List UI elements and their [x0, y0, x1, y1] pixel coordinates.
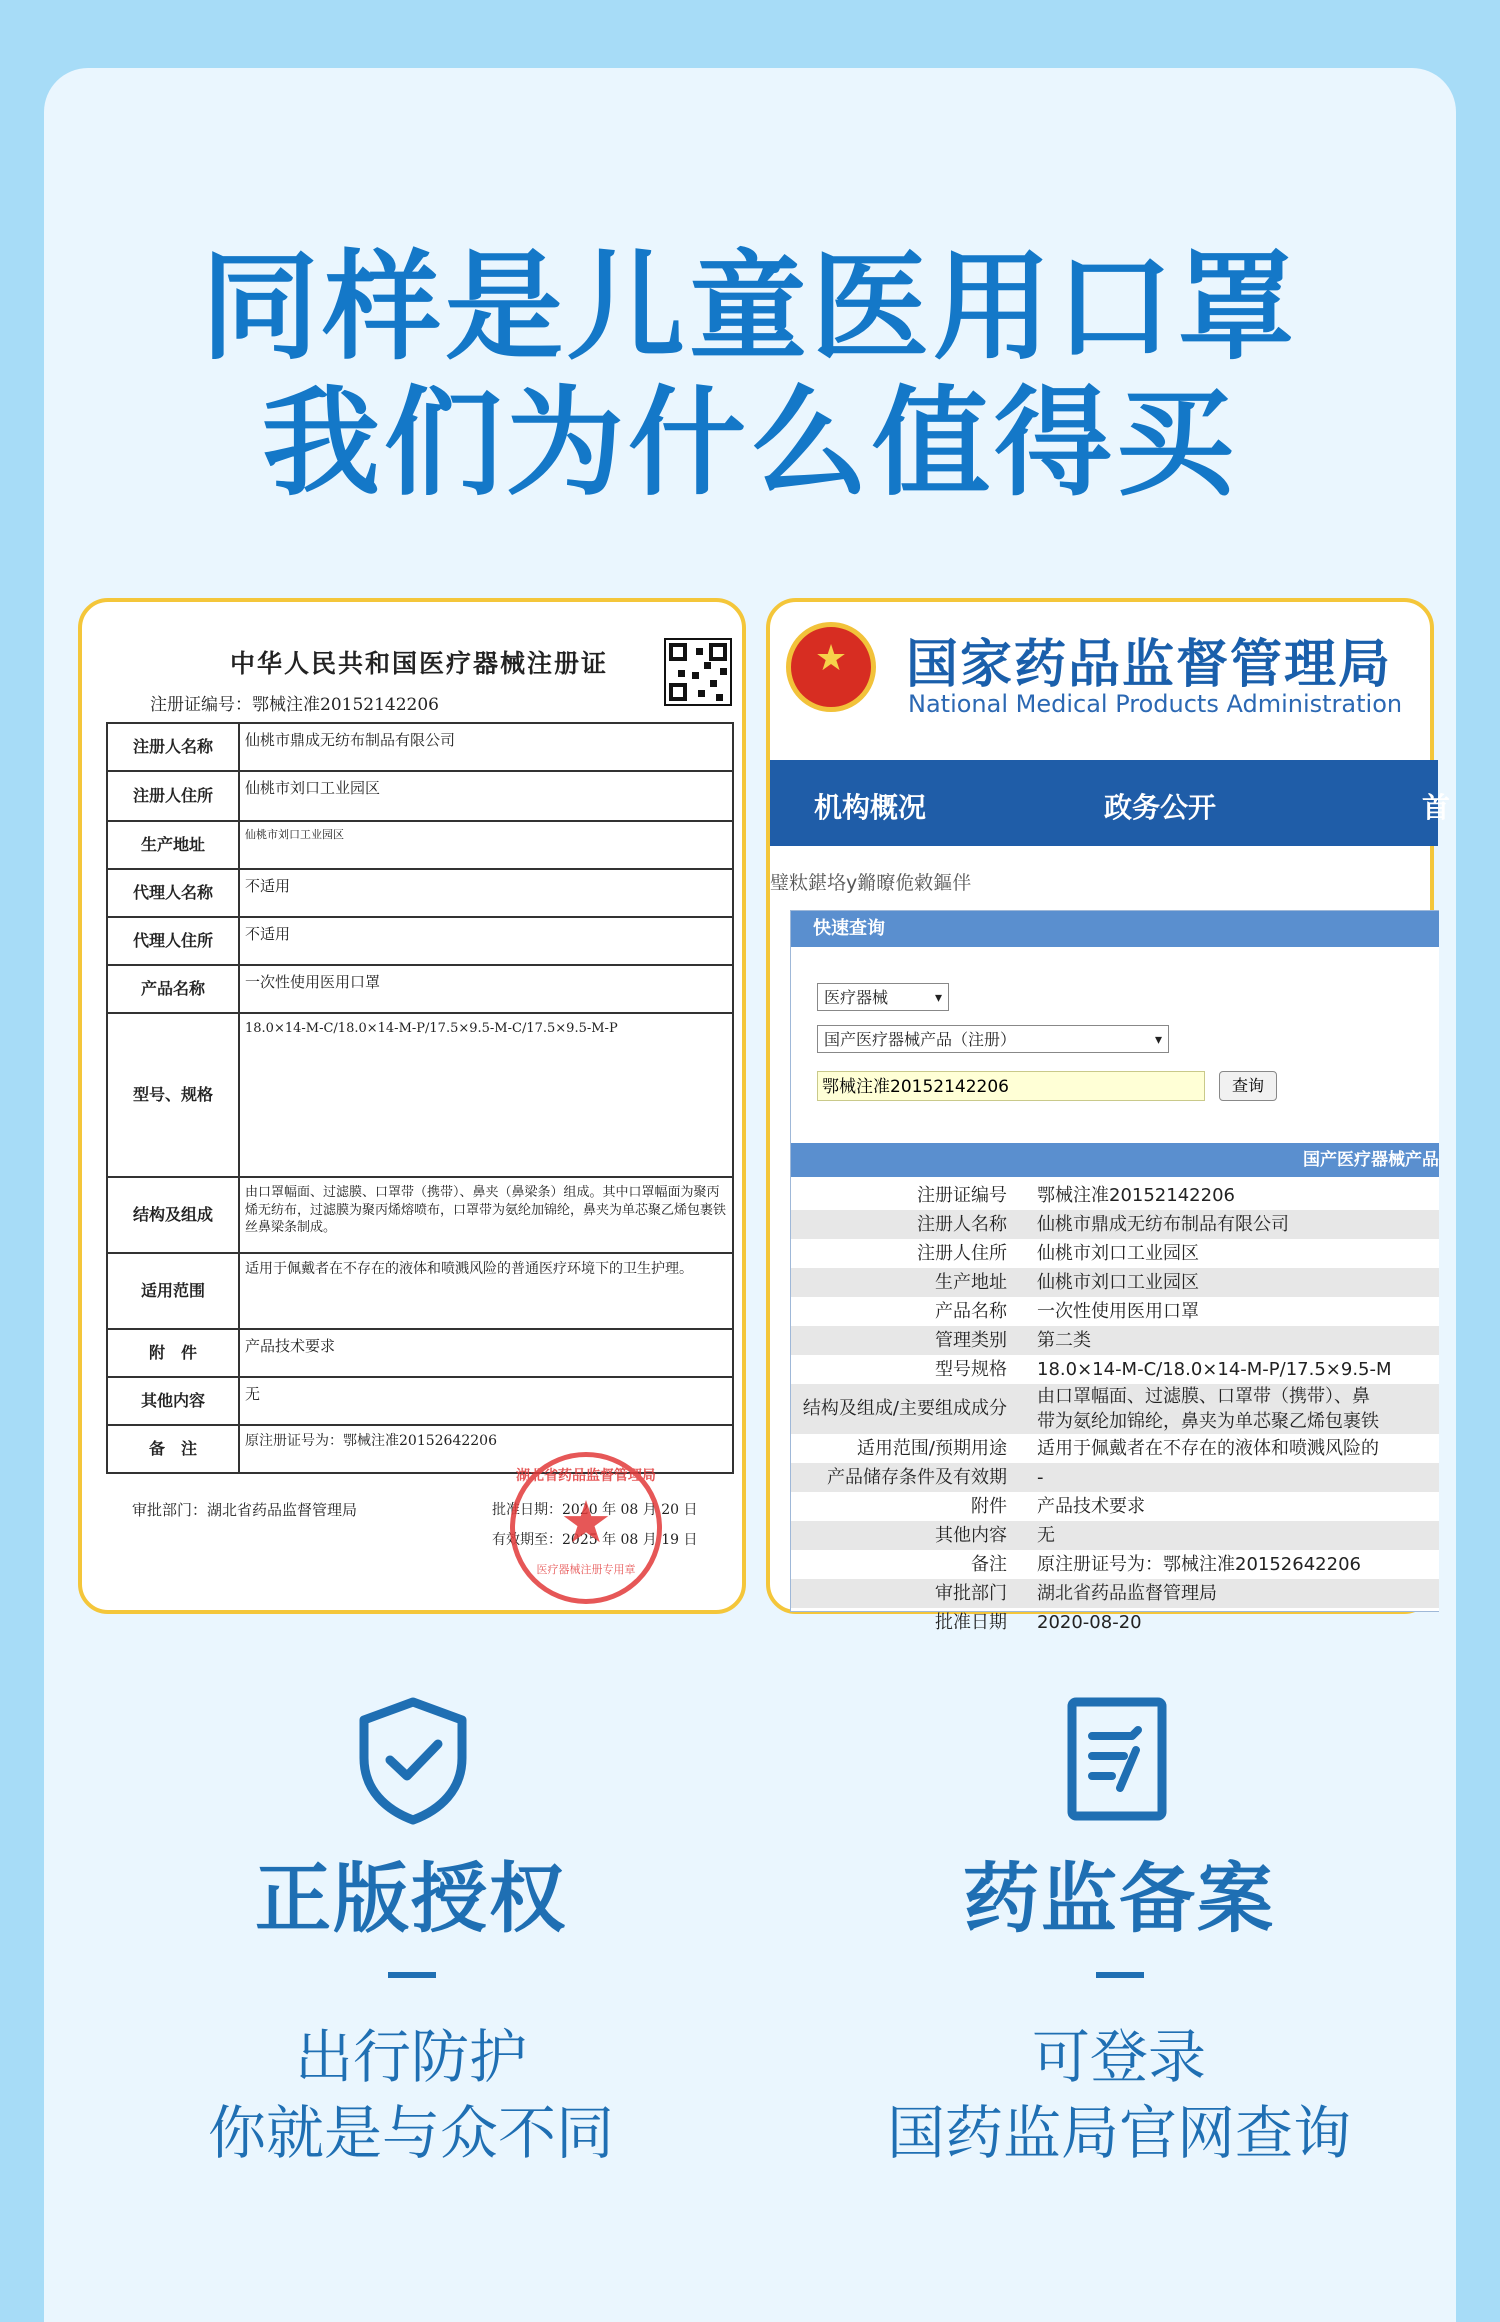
document-icon [1064, 1696, 1174, 1824]
feature-line2-authorization: 你就是与众不同 [207, 2099, 614, 2167]
nmpa-nav-bar [770, 760, 1451, 846]
result-value: 产品技术要求 [1037, 1496, 1145, 1517]
nav-item-institution[interactable]: 机构概况 [814, 791, 927, 824]
result-label: 注册人名称 [917, 1214, 1007, 1235]
quick-search-panel [790, 910, 1439, 1633]
result-label: 产品名称 [935, 1301, 1007, 1322]
result-row [791, 1492, 1439, 1521]
result-row [791, 1550, 1439, 1579]
certificate-approval-dept: 审批部门：湖北省药品监督管理局 [132, 1501, 358, 1519]
result-header: 国产医疗器械产品 [791, 1143, 1439, 1177]
national-emblem-icon: ★ [786, 622, 876, 712]
result-row [791, 1579, 1439, 1608]
result-label: 审批部门 [935, 1583, 1007, 1604]
category-select[interactable]: 医疗器械 ▾ [817, 983, 949, 1011]
headline-line1: 同样是儿童医用口罩 [200, 238, 1299, 376]
certificate-row: 生产地址 仙桃市刘口工业园区 [107, 821, 733, 869]
result-value: 原注册证号为：鄂械注准20152642206 [1037, 1554, 1361, 1575]
chevron-down-icon: ▾ [934, 990, 942, 1006]
result-row [791, 1384, 1439, 1434]
result-row [791, 1463, 1439, 1492]
nmpa-name-cn: 国家药品监督管理局 [906, 635, 1393, 695]
certificate-row: 产品名称 一次性使用医用口罩 [107, 965, 733, 1013]
result-value: 无 [1037, 1525, 1055, 1546]
shield-check-icon [356, 1696, 470, 1824]
result-label: 生产地址 [935, 1272, 1007, 1293]
result-label: 型号规格 [935, 1359, 1007, 1380]
result-value: 带为氨纶加锦纶，鼻夹为单芯聚乙烯包裹铁 [1037, 1411, 1379, 1432]
result-value: 第二类 [1037, 1330, 1091, 1351]
result-row [791, 1268, 1439, 1297]
result-value: - [1037, 1467, 1044, 1488]
result-value: 鄂械注准20152142206 [1037, 1185, 1235, 1206]
result-label: 其他内容 [935, 1525, 1007, 1546]
result-value: 一次性使用医用口罩 [1037, 1301, 1199, 1322]
result-label: 管理类别 [935, 1330, 1007, 1351]
certificate-row: 代理人名称 不适用 [107, 869, 733, 917]
search-input[interactable]: 鄂械注准20152142206 [817, 1071, 1205, 1101]
certificate-row: 适用范围 适用于佩戴者在不存在的液体和喷溅风险的普通医疗环境下的卫生护理。 [107, 1253, 733, 1329]
result-value: 仙桃市刘口工业园区 [1037, 1272, 1199, 1293]
quick-search-title: 快速查询 [791, 911, 1439, 947]
garbled-breadcrumb: 璧粏鍖垎y鏅曢佹敹鏂伴 [770, 872, 972, 894]
feature-line2-registration: 国药监局官网查询 [886, 2099, 1351, 2167]
result-value: 仙桃市刘口工业园区 [1037, 1243, 1199, 1264]
star-icon: ★ [560, 1488, 612, 1556]
feature-title-authorization: 正版授权 [255, 1854, 567, 1943]
certificate-valid-until: 有效期至：2025 年 08 月 19 日 [492, 1532, 698, 1548]
certificate-table [106, 722, 734, 1474]
subcategory-select[interactable]: 国产医疗器械产品（注册） ▾ [817, 1025, 1169, 1053]
nmpa-website-card [766, 598, 1451, 1633]
result-row [791, 1210, 1439, 1239]
result-label: 产品储存条件及有效期 [827, 1467, 1007, 1488]
certificate-title: 中华人民共和国医疗器械注册证 [230, 649, 609, 678]
result-label: 结构及组成/主要组成成分 [802, 1398, 1007, 1419]
result-value: 湖北省药品监督管理局 [1037, 1583, 1217, 1604]
nav-item-government-affairs[interactable]: 政务公开 [1104, 791, 1217, 824]
nav-item-home[interactable]: 首 [1422, 791, 1451, 824]
result-row [791, 1239, 1439, 1268]
certificate-row: 结构及组成 由口罩幅面、过滤膜、口罩带（携带）、鼻夹（鼻梁条）组成。其中口罩幅面为聚丙烯无纺布，过滤膜为聚丙烯熔喷布，口罩带为氨纶加锦纶，鼻夹为单芯聚乙烯包裹铁丝鼻梁条制成。 [107, 1177, 733, 1253]
result-label: 注册人住所 [917, 1243, 1007, 1264]
result-label: 附件 [971, 1496, 1007, 1517]
registration-certificate-card [78, 598, 746, 1614]
feature-divider [1096, 1972, 1144, 1978]
certificate-row: 备 注 原注册证号为：鄂械注准20152642206 [107, 1425, 733, 1473]
certificate-row: 其他内容 无 [107, 1377, 733, 1425]
result-label: 批准日期 [935, 1612, 1007, 1633]
result-row [791, 1297, 1439, 1326]
result-value: 18.0×14-M-C/18.0×14-M-P/17.5×9.5-M [1037, 1359, 1392, 1380]
result-label: 注册证编号 [917, 1185, 1007, 1206]
result-row [791, 1521, 1439, 1550]
feature-line1-authorization: 出行防护 [294, 2023, 527, 2091]
certificate-row: 型号、规格 18.0×14-M-C/18.0×14-M-P/17.5×9.5-M-C/17.5×9.5-M-P [107, 1013, 733, 1177]
result-value: 由口罩幅面、过滤膜、口罩带（携带）、鼻 [1037, 1386, 1370, 1407]
result-row [791, 1355, 1439, 1384]
result-row [791, 1326, 1439, 1355]
certificate-row: 注册人名称 仙桃市鼎成无纺布制品有限公司 [107, 723, 733, 771]
certificate-approval-date: 批准日期：2020 年 08 月 20 日 [492, 1502, 698, 1518]
chevron-down-icon: ▾ [1154, 1032, 1162, 1048]
feature-divider [388, 1972, 436, 1978]
qr-code-icon [664, 638, 732, 706]
certificate-row: 代理人住所 不适用 [107, 917, 733, 965]
result-value: 2020-08-20 [1037, 1612, 1142, 1633]
result-label: 备注 [971, 1554, 1007, 1575]
result-value: 仙桃市鼎成无纺布制品有限公司 [1037, 1214, 1289, 1235]
result-label: 适用范围/预期用途 [856, 1438, 1007, 1459]
result-row [791, 1434, 1439, 1463]
headline-line2: 我们为什么值得买 [261, 374, 1238, 512]
certificate-row: 注册人住所 仙桃市刘口工业园区 [107, 771, 733, 821]
certificate-reg-no: 注册证编号：鄂械注准20152142206 [150, 695, 439, 715]
official-seal-icon: 湖北省药品监督管理局 ★ 医疗器械注册专用章 [510, 1452, 662, 1604]
result-value: 适用于佩戴者在不存在的液体和喷溅风险的 [1037, 1438, 1379, 1459]
result-row [791, 1608, 1439, 1637]
result-row [791, 1181, 1439, 1210]
nmpa-name-en: National Medical Products Administration [908, 690, 1403, 718]
search-button[interactable]: 查询 [1219, 1071, 1277, 1101]
feature-title-registration: 药监备案 [963, 1854, 1275, 1943]
certificate-row: 附 件 产品技术要求 [107, 1329, 733, 1377]
feature-line1-registration: 可登录 [1031, 2023, 1206, 2091]
